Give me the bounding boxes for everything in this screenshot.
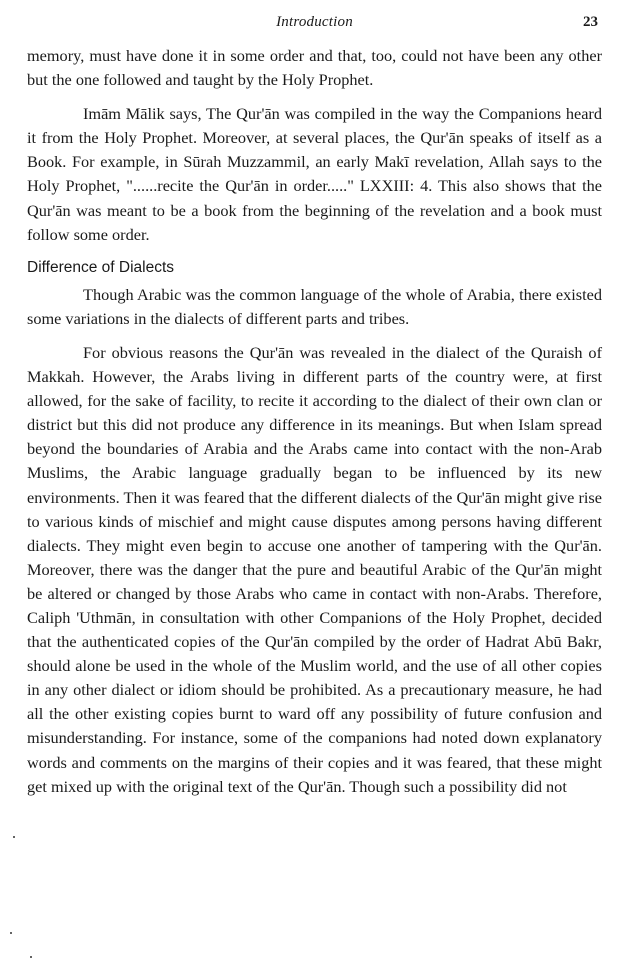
body-text — [27, 44, 602, 799]
section-heading: Difference of Dialects — [27, 258, 175, 276]
book-page — [27, 14, 602, 799]
scan-speck — [13, 836, 15, 838]
running-header — [27, 14, 602, 38]
paragraph-arabic-dialects: Though Arabic was the common language of the whole of Arabia, there existed some variations in the dialects of different parts and tribes. — [27, 284, 602, 328]
paragraph-imam-malik: Imām Mālik says, The Qur'ān was compiled in the way the Companions heard it from the Holy Prophet. Moreover, at several places, the Qur'ān speaks of itself as a Book. For example, in Sūrah Muzzammil, an early Makī revelation, Allah says to the Holy Prophet, "......recite the Qur'ān in order....." LXXIII: 4. This also shows that the Qur'ān was meant to be a book from the beginning of the revelation and a book must follow some order. — [27, 104, 602, 244]
page-number: 23 — [583, 14, 598, 30]
scan-speck — [10, 932, 12, 934]
running-title: Introduction — [276, 14, 353, 30]
scan-speck — [30, 956, 32, 958]
paragraph-continuation: memory, must have done it in some order and that, too, could not have been any other but the one followed and taught by the Holy Prophet. — [27, 46, 602, 90]
paragraph-quraish-dialect: For obvious reasons the Qur'ān was revealed in the dialect of the Quraish of Makkah. However, the Arabs living in different parts of the country were, at first allowed, for the sake of facility, to recite it according to the dialect of their own clan or district but this did not produce any difference in its meanings. But when Islam spread beyond the boundaries of Arabia and the Arabs came into contact with the non-Arab Muslims, the Arabic language gradually began to be influenced by its new environments. Then it was feared that the different dialects of the Qur'ān might give rise to various kinds of mischief and might cause disputes among persons having different dialects. They might even begin to accuse one another of tampering with the Qur'ān. Moreover, there was the danger that the pure and beautiful Arabic of the Qur'ān might be altered or changed by those Arabs who came in contact with non-Arabs. Therefore, Caliph 'Uthmān, in consultation with other Companions of the Holy Prophet, decided that the authenticated copies of the Qur'ān compiled by the order of Hadrat Abū Bakr, should alone be used in the whole of the Muslim world, and the use of all other copies in any other dialect or idiom should be prohibited. As a precautionary measure, he had all the other existing copies burnt to ward off any possibility of future confusion and misunderstanding. For instance, some of the companions had noted down explanatory words and comments on the margins of their copies and it was feared, that these might get mixed up with the original text of the Qur'ān. Though such a possibility did not — [27, 342, 602, 796]
